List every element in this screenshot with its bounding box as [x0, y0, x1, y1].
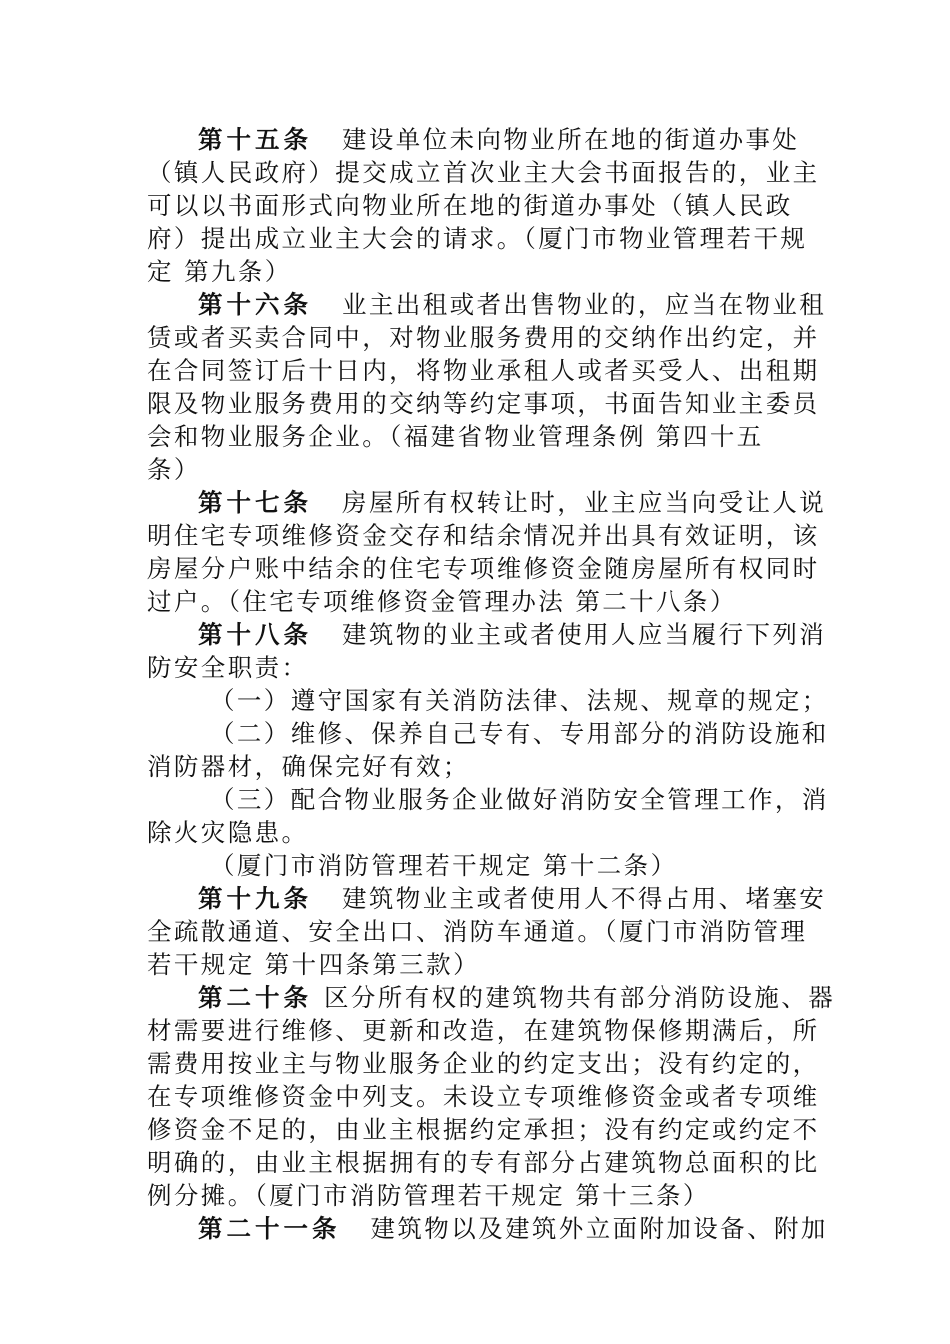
- article-number: 第十九条: [198, 884, 312, 913]
- article-number: 第二十条: [198, 983, 312, 1012]
- text-line: 需费用按业主与物业服务企业的约定支出；没有约定的，: [147, 1049, 820, 1078]
- article-18-line-1: 第十八条 建筑物的业主或者使用人应当履行下列消: [198, 620, 827, 649]
- text-line: 除火灾隐患。: [147, 818, 309, 847]
- text-line: 过户。（住宅专项维修资金管理办法 第二十八条）: [147, 587, 737, 616]
- article-number: 第十五条: [198, 125, 312, 154]
- article-20-line-1: 第二十条 区分所有权的建筑物共有部分消防设施、器: [198, 983, 836, 1012]
- text-line: 条）: [147, 455, 201, 484]
- text-line: 府）提出成立业主大会的请求。（厦门市物业管理若干规: [147, 224, 808, 253]
- list-item: （一）遵守国家有关消防法律、法规、规章的规定；: [210, 686, 829, 715]
- text-line: 材需要进行维修、更新和改造，在建筑物保修期满后，所: [147, 1016, 820, 1045]
- text-line: 限及物业服务费用的交纳等约定事项，书面告知业主委员: [147, 389, 820, 418]
- text-line: 会和物业服务企业。（福建省物业管理条例 第四十五: [147, 422, 764, 451]
- text-line: 定 第九条）: [147, 257, 292, 286]
- text-line: 可以以书面形式向物业所在地的街道办事处（镇人民政: [147, 191, 793, 220]
- article-number: 第十八条: [198, 620, 312, 649]
- text-line: 在合同签订后十日内，将物业承租人或者买受人、出租期: [147, 356, 820, 385]
- article-21-line-1: 第二十一条 建筑物以及建筑外立面附加设备、附加: [198, 1214, 828, 1243]
- text-line: 明住宅专项维修资金交存和结余情况并出具有效证明，该: [147, 521, 820, 550]
- text-line: （镇人民政府）提交成立首次业主大会书面报告的，业主: [147, 158, 820, 187]
- article-15-line-1: 第十五条 建设单位未向物业所在地的街道办事处: [198, 125, 800, 154]
- article-17-line-1: 第十七条 房屋所有权转让时，业主应当向受让人说: [198, 488, 827, 517]
- article-number: 第二十一条: [198, 1214, 341, 1243]
- article-19-line-1: 第十九条 建筑物业主或者使用人不得占用、堵塞安: [198, 884, 827, 913]
- text-line: 消防器材，确保完好有效；: [147, 752, 470, 781]
- text-line: 明确的，由业主根据拥有的专有部分占建筑物总面积的比: [147, 1148, 820, 1177]
- list-item: （二）维修、保养自己专有、专用部分的消防设施和: [210, 719, 829, 748]
- text-line: 房屋分户账中结余的住宅专项维修资金随房屋所有权同时: [147, 554, 820, 583]
- text-line: 若干规定 第十四条第三款）: [147, 950, 480, 979]
- article-source: （厦门市消防管理若干规定 第十二条）: [210, 851, 678, 880]
- article-16-line-1: 第十六条 业主出租或者出售物业的，应当在物业租: [198, 290, 827, 319]
- text-line: 例分摊。（厦门市消防管理若干规定 第十三条）: [147, 1181, 710, 1210]
- text-line: 在专项维修资金中列支。未设立专项维修资金或者专项维: [147, 1082, 820, 1111]
- article-number: 第十六条: [198, 290, 312, 319]
- article-number: 第十七条: [198, 488, 312, 517]
- text-line: 修资金不足的，由业主根据约定承担；没有约定或约定不: [147, 1115, 820, 1144]
- text-line: 防安全职责：: [147, 653, 309, 682]
- list-item: （三）配合物业服务企业做好消防安全管理工作，消: [210, 785, 829, 814]
- text-line: 赁或者买卖合同中，对物业服务费用的交纳作出约定，并: [147, 323, 820, 352]
- text-line: 全疏散通道、安全出口、消防车通道。（厦门市消防管理: [147, 917, 808, 946]
